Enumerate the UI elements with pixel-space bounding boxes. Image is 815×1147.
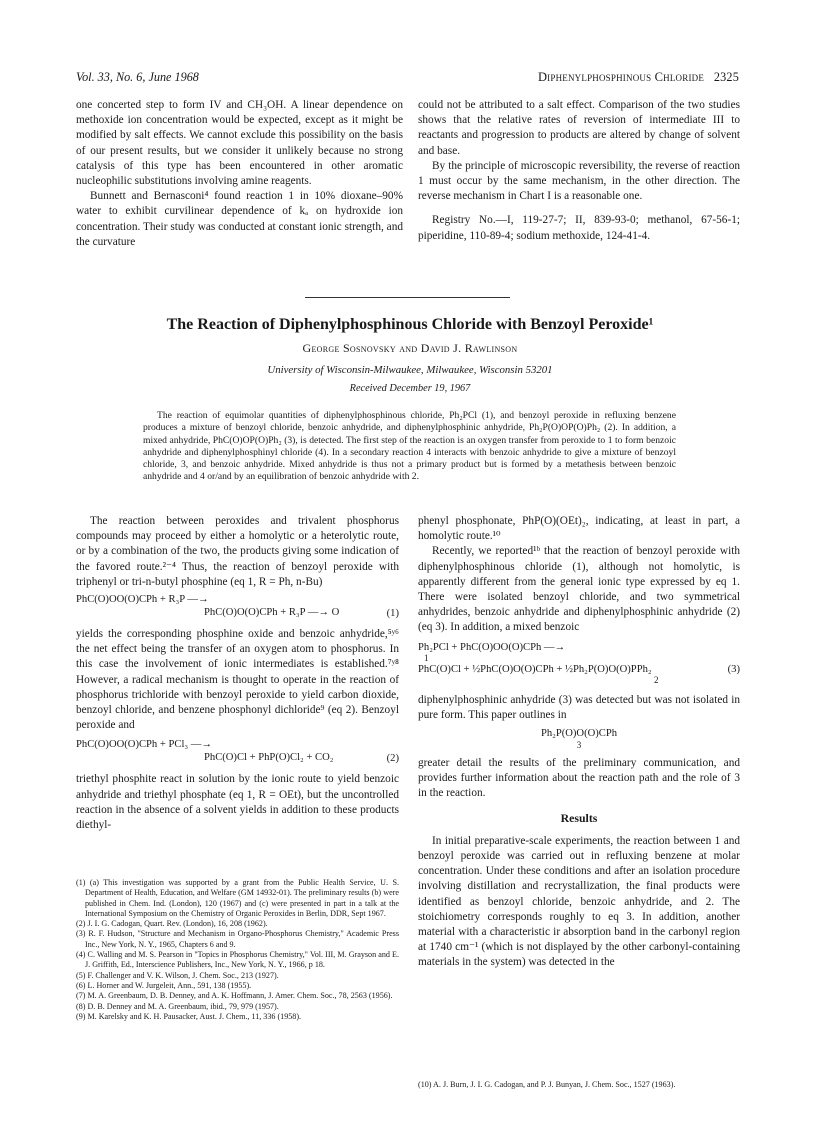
formula-line: Ph₂P(O)O(O)CPh [540,728,618,740]
equation-number: (2) [386,753,399,765]
equation-line: PhC(O)Cl + PhP(O)Cl₂ + CO₂ [204,752,334,764]
equation-number: (1) [386,608,399,620]
paragraph: Recently, we reported¹ᵇ that the reaction of benzoyl peroxide with diphenylphosphinous chloride (1), although not homolytic, is apparently different from the general ionic type expressed by eq 1. There were isolated benzoyl chloride, and two symmetrical anhydrides, benzoic anhydride and diphenylphosphinic anhydride (2) (eq 3). In addition, a mixed benzoic [418,545,740,634]
equation-line: Ph₂PCl + PhC(O)OO(O)CPh —→ [418,641,566,653]
page-number: 2325 [713,70,739,84]
running-header-title: Diphenylphosphinous Chloride [537,70,705,84]
footnotes-left [76,878,399,1022]
top-left-column [76,98,403,250]
running-header-left: Vol. 33, No. 6, June 1968 [76,70,199,84]
article-affiliation: University of Wisconsin-Milwaukee, Milwaukee, Wisconsin 53201 [267,364,553,376]
footnote: (8) D. B. Denney and M. A. Greenbaum, ibid., 79, 979 (1957). [76,1001,279,1011]
paragraph: one concerted step to form IV and CH₃OH. A linear dependence on methoxide ion concentration would be expected, except as it might be modified by salt effects. We cannot exclude this possibility on the basis of our present results, but we consider it unlikely because no strong catalysis of this type has been encountered in other aromatic nucleophilic substitutions involving amine reagents. [76,99,403,188]
paragraph: phenyl phosphonate, PhP(O)(OEt)₂, indicating, at least in part, a homolytic route.¹⁰ [418,515,740,543]
paragraph: The reaction between peroxides and trivalent phosphorus compounds may proceed by either a homolytic or a heterolytic route, or by a combination of the two, the products giving some indication of the favored route.²⁻⁴ Thus, the reaction of benzoyl peroxide with triphenyl or tri-n-butyl phosphine (eq 1, R = Ph, n-Bu) [76,515,399,588]
formula-3 [418,727,740,750]
footnote: (4) C. Walling and M. S. Pearson in "Topics in Phosphorus Chemistry," Vol. III, M. Grayson and E. J. Griffith, Ed., Interscience Publishers, Inc., New York, N. Y., 1966, p 18. [76,950,399,970]
article-title: The Reaction of Diphenylphosphinous Chloride with Benzoyl Peroxide¹ [166,316,654,333]
paragraph: diphenylphosphinic anhydride (3) was detected but was not isolated in pure form. This paper outlines in [418,693,740,721]
top-right-column [418,98,740,244]
paragraph: Bunnett and Bernasconi⁴ found reaction 1 in 10% dioxane–90% water to exhibit curvilinear dependence of kₐ on hydroxide ion concentration. Their study was conducted at constant ionic strength, and the curvature [76,190,403,248]
paragraph: In initial preparative-scale experiments, the reaction between 1 and benzoyl peroxide was carried out in refluxing benzene at molar concentration. Under these conditions and after an isolation procedure involving distillation and recrystallization, the final products were identified as benzoyl chloride, benzoic anhydride, and 2. The stoichiometry corresponds roughly to eq 3. In addition, another material with a characteristic ir absorption band in the carbonyl region at 1740 cm⁻¹ (which is not displayed by the other carbonyl-containing materials in the system) was detected in the [418,834,740,969]
equation-1 [76,593,399,621]
footnote: (9) M. Karelsky and K. H. Pausacker, Aust. J. Chem., 11, 336 (1958). [76,1011,302,1021]
paragraph: greater detail the results of the preliminary communication, and provides further information about the reaction path and the role of 3 in the reaction. [418,757,740,800]
paragraph: could not be attributed to a salt effect. Comparison of the two studies shows that the relative rates of reversion of intermediate III to reactants and progression to products are altered by change of solvent and base. [418,99,740,157]
abstract-text: The reaction of equimolar quantities of diphenylphosphinous chloride, Ph₂PCl (1), and benzoyl peroxide in refluxing benzene produces a mixture of benzoyl chloride, benzoic anhydride, and diphenylphosphinic anhydride, Ph₂P(O)OP(O)Ph₂ (2). In addition, a mixed anhydride, PhC(O)OP(O)Ph₂ (3), is detected. The first step of the reaction is an oxygen transfer from peroxide to 1 to form benzoic anhydride and diphenylphosphinyl chloride (4). In a secondary reaction 4 interacts with benzoic anhydride to give a mixture of benzoyl chloride, 3, and benzoic anhydride. Mixed anhydride is thus not a primary product but is formed by a metathesis between benzoic anhydride and 4 or/and by an equilibration of benzoic anhydride with 2. [143,410,676,483]
equation-line: PhC(O)O(O)CPh + R₃P —→ O [204,607,340,619]
equation-3 [418,641,740,689]
registry-numbers: Registry No.—I, 119-27-7; II, 839-93-0; methanol, 67-56-1; piperidine, 110-89-4; sodium methoxide, 124-41-4. [418,214,740,242]
footnote: (6) L. Horner and W. Jurgeleit, Ann., 591, 138 (1955). [76,980,252,990]
footnote: (7) M. A. Greenbaum, D. B. Denney, and A. K. Hoffmann, J. Amer. Chem. Soc., 78, 2563 (1956). [76,991,393,1001]
article-authors: George Sosnovsky and David J. Rawlinson [302,341,518,355]
compound-label: 3 [576,740,582,751]
body-right-column [418,514,740,971]
section-heading-results: Results [560,810,598,825]
footnote: (5) F. Challenger and V. K. Wilson, J. Chem. Soc., 213 (1927). [76,970,279,980]
footnote: (3) R. F. Hudson, "Structure and Mechanism in Organo-Phosphorus Chemistry," Academic Press Inc., New York, N. Y., 1965, Chapters 6 and 9. [76,929,399,949]
footnote: (10) A. J. Burn, J. I. G. Cadogan, and P. J. Bunyan, J. Chem. Soc., 1527 (1963). [418,1080,676,1089]
paragraph: By the principle of microscopic reversibility, the reverse of reaction 1 must occur by the same mechanism, in the other direction. The reverse mechanism in Chart I is a reasonable one. [418,159,740,203]
equation-line: PhC(O)OO(O)CPh + PCl₃ —→ [76,739,212,751]
abstract [143,410,676,484]
equation-line: PhC(O)Cl + ½PhC(O)O(O)CPh + ½Ph₂P(O)O(O)PPh₂ [418,663,652,675]
footnote: (2) J. I. G. Cadogan, Quart. Rev. (London), 16, 208 (1962). [76,919,268,929]
equation-2 [76,738,399,766]
paragraph: yields the corresponding phosphine oxide and benzoic anhydride,⁵ʸ⁶ the net effect being the transfer of an oxygen atom to phosphorus. In this case the involvement of ionic intermediates is established.⁷ʸ⁸ However, a radical mechanism is thought to operate in the reaction of phosphorus trichloride with benzoyl peroxide to yield carbon dioxide, benzoyl chloride, and benzene phosphonyl dichloride⁹ (eq 2). Benzoyl peroxide and [76,628,399,732]
section-divider [305,297,510,298]
equation-line: PhC(O)OO(O)CPh + R₃P —→ [76,594,209,606]
footnotes-right [418,1080,740,1090]
received-date: Received December 19, 1967 [349,383,471,394]
running-header-right [445,70,739,85]
body-left-column [76,514,399,833]
equation-number: (3) [727,663,740,675]
footnote: (1) (a) This investigation was supported by a grant from the Public Health Service, U. S. Department of Health, Education, and Welfare (GM 14932-01). The preliminary results (b) were published in Chem. Ind. (London), 120 (1967) and (c) were presented in part in a talk at the International Symposium on the Chemistry of Organic Peroxides in Berlin, DDR, Sept 1967. [76,878,399,918]
paragraph: triethyl phosphite react in solution by the ionic route to yield benzoic anhydride and triethyl phosphate (eq 1, R = OEt), but the uncontrolled reaction in the absence of a solvent yields in addition to these products diethyl- [76,773,399,832]
compound-label: 2 [654,674,659,685]
compound-label: 1 [424,652,429,663]
